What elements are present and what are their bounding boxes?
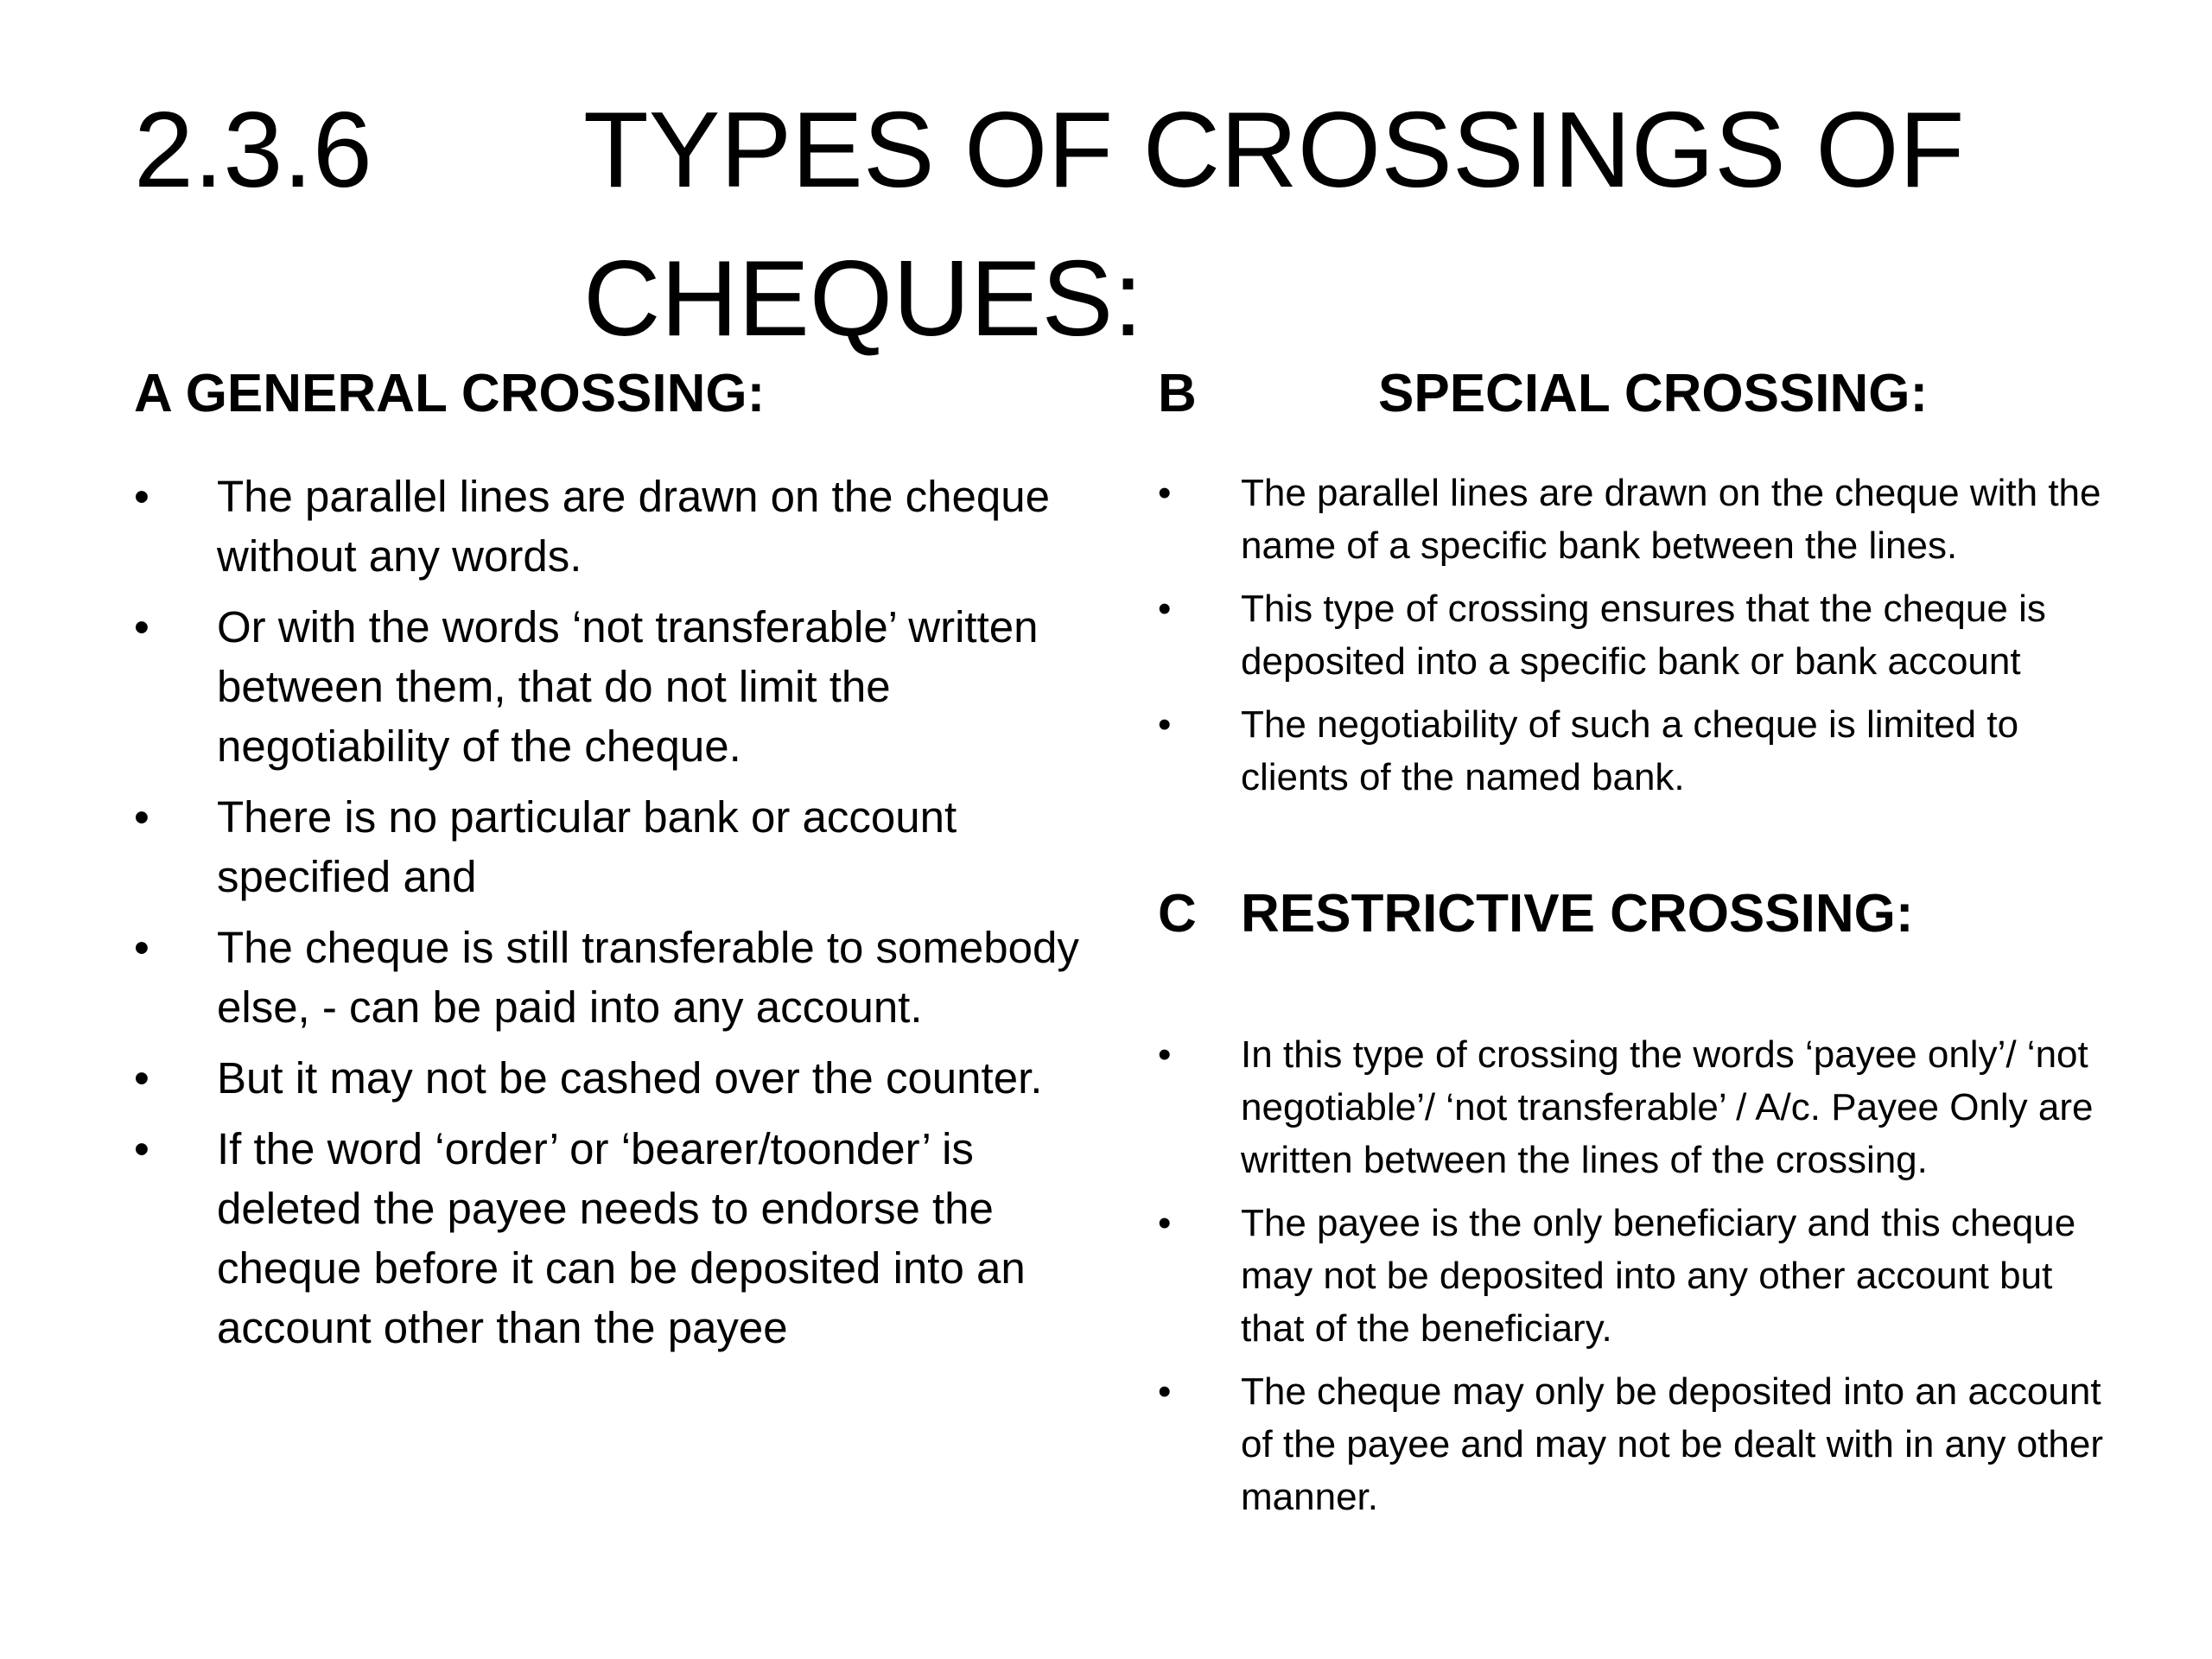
bullet-icon: • [1158, 1202, 1172, 1244]
list-item-text: Or with the words ‘not transferable’ written between them, that do not limit the negotiability of the cheque. [217, 602, 1039, 771]
special-crossing-list [1158, 467, 2126, 814]
list-item [1158, 467, 2126, 572]
bullet-icon: • [1158, 472, 1172, 514]
bullet-icon: • [1158, 703, 1172, 746]
list-item [134, 597, 1128, 776]
heading-special-letter: B [1158, 364, 1197, 423]
bullet-icon: • [1158, 1033, 1172, 1076]
bullet-icon: • [134, 1124, 149, 1173]
list-item-text: If the word ‘order’ or ‘bearer/toonder’ is deleted the payee needs to endorse the cheque before it can be deposited into an account other than the payee [217, 1124, 1026, 1352]
heading-general-crossing [134, 363, 765, 424]
list-item-text: But it may not be cashed over the counter. [217, 1053, 1043, 1103]
list-item-text: This type of crossing ensures that the cheque is deposited into a specific bank or bank account [1241, 588, 2046, 683]
list-item [1158, 582, 2126, 688]
title-text: TYPES OF CROSSINGS OF CHEQUES: [583, 91, 1965, 359]
bullet-icon: • [1158, 1370, 1172, 1413]
section-number: 2.3.6 [134, 91, 372, 210]
list-item [134, 918, 1128, 1037]
list-item [1158, 1365, 2126, 1523]
bullet-icon: • [134, 923, 149, 972]
list-item-text: There is no particular bank or account specified and [217, 792, 957, 901]
bullet-icon: • [134, 1053, 149, 1103]
list-item [134, 467, 1128, 586]
bullet-icon: • [134, 792, 149, 842]
list-item-text: The payee is the only beneficiary and this cheque may not be deposited into any other account but that of the beneficiary. [1241, 1202, 2076, 1350]
list-item-text: The negotiability of such a cheque is limited to clients of the named bank. [1241, 703, 2019, 798]
list-item [134, 1048, 1128, 1108]
list-item [1158, 1028, 2126, 1186]
heading-special-text: SPECIAL CROSSING: [1378, 364, 1929, 423]
list-item-text: In this type of crossing the words ‘payee only’/ ‘not negotiable’/ ‘not transferable’ / A/c. Payee Only are written between the lines of the crossing. [1241, 1033, 2094, 1181]
list-item [1158, 1197, 2126, 1355]
bullet-icon: • [134, 472, 149, 521]
bullet-icon: • [1158, 588, 1172, 630]
general-crossing-list [134, 467, 1128, 1369]
heading-general-crossing-text: A GENERAL CROSSING: [134, 364, 766, 423]
list-item-text: The cheque is still transferable to somebody else, - can be paid into any account. [217, 923, 1079, 1032]
list-item [134, 1119, 1128, 1357]
list-item [134, 787, 1128, 906]
heading-restrictive-letter: C [1158, 884, 1197, 944]
heading-restrictive-text: RESTRICTIVE CROSSING: [1241, 884, 1914, 944]
list-item-text: The parallel lines are drawn on the cheque with the name of a specific bank between the lines. [1241, 472, 2101, 567]
list-item [1158, 698, 2126, 804]
list-item-text: The cheque may only be deposited into an account of the payee and may not be dealt with in any other manner. [1241, 1370, 2103, 1518]
list-item-text: The parallel lines are drawn on the cheque without any words. [217, 472, 1050, 581]
restrictive-crossing-list [1158, 1028, 2126, 1534]
bullet-icon: • [134, 602, 149, 652]
